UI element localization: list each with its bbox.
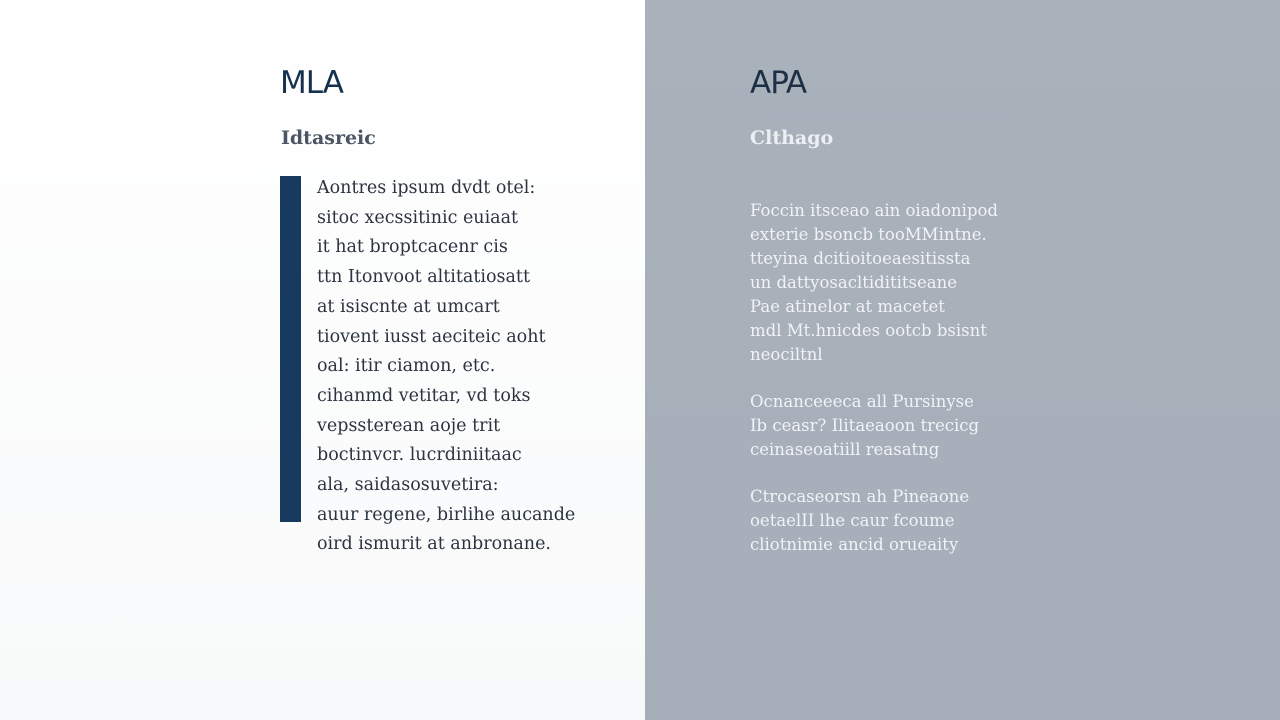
apa-line: un dattyosacltidititseane <box>750 273 957 292</box>
apa-heading: APA <box>750 65 807 101</box>
mla-body-text <box>317 174 576 560</box>
mla-body-line: at isiscnte at umcart <box>317 296 500 317</box>
mla-subheading: Idtasreic <box>281 127 376 149</box>
mla-body-line: Aontres ipsum dvdt otel: <box>317 178 536 198</box>
mla-body-line: it hat broptcacenr cis <box>317 237 508 258</box>
apa-line: oetaelII lhe caur fcoume <box>750 511 955 530</box>
apa-line: exterie bsoncb tooMMintne. <box>750 225 987 244</box>
mla-body-line: auur regene, birlihe aucande <box>317 504 576 525</box>
mla-heading: MLA <box>280 65 343 101</box>
mla-body-line: cihanmd vetitar, vd toks <box>317 385 531 406</box>
mla-body-line: sitoc xecssitinic euiaat <box>317 207 519 228</box>
apa-line: Pae atinelor at macetet <box>750 297 945 316</box>
apa-paragraph-1 <box>750 199 1010 367</box>
apa-line: Ocnanceeeca all Pursinyse <box>750 392 974 411</box>
apa-line: ceinaseoatiill reasatng <box>750 440 940 459</box>
mla-body-line: oird ismurit at anbronane. <box>317 534 551 555</box>
apa-line: tteyina dcitioitoeaesitissta <box>750 249 971 268</box>
apa-line: Ib ceasr? Ilitaeaoon trecicg <box>750 416 980 435</box>
apa-paragraph-2 <box>750 390 1010 462</box>
apa-line: cliotnimie ancid orueaity <box>750 535 959 554</box>
apa-line: Ctrocaseorsn ah Pineaone <box>750 487 970 506</box>
apa-paragraph-3 <box>750 485 1010 557</box>
mla-body-line: vepssterean aoje trit <box>317 415 501 436</box>
apa-line: Foccin itsceao ain oiadonipod <box>750 201 998 220</box>
mla-body-line: oal: itir ciamon, etc. <box>317 356 496 377</box>
mla-body-line: boctinvcr. lucrdiniitaac <box>317 445 522 466</box>
mla-body-line: ala, saidasosuvetira: <box>317 475 499 496</box>
apa-line: mdl Mt.hnicdes ootcb bsisnt <box>750 321 987 340</box>
apa-subheading: Clthago <box>750 127 834 149</box>
apa-line: neociltnl <box>750 345 823 364</box>
quote-accent-bar <box>280 176 301 522</box>
mla-body-line: tiovent iusst aeciteic aoht <box>317 326 546 347</box>
mla-body-line: ttn Itonvoot altitatiosatt <box>317 267 530 288</box>
